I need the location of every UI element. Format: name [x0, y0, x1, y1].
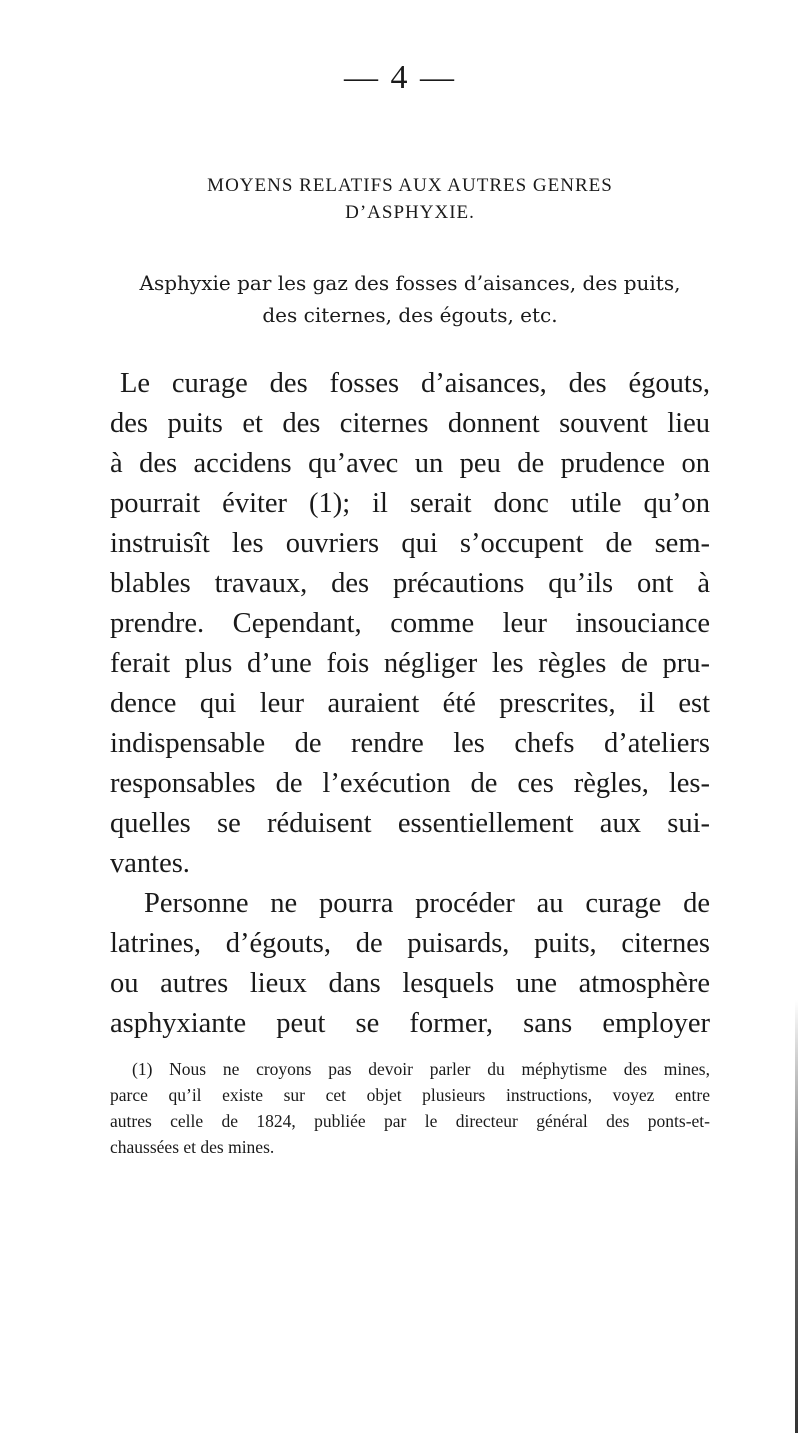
body-line: pourrait éviter (1); il serait donc utile qu’on	[110, 488, 710, 519]
footnote-line: autres celle de 1824, publiée par le directeur général des ponts-et-	[110, 1111, 710, 1131]
body-line: ferait plus d’une fois négliger les règles de pru-	[110, 648, 710, 679]
body-line: instruisît les ouvriers qui s’occupent de sem-	[110, 528, 710, 559]
subheading-line-1: Asphyxie par les gaz des fosses d’aisances, des puits,	[139, 271, 681, 295]
body-line: responsables de l’exécution de ces règles, les-	[110, 768, 710, 799]
body-line: à des accidens qu’avec un peu de prudence on	[110, 448, 710, 479]
body-line: vantes.	[110, 848, 190, 879]
body-line: ou autres lieux dans lesquels une atmosphère	[110, 968, 710, 999]
page-number: — 4 —	[344, 59, 456, 96]
body-line: indispensable de rendre les chefs d’ateliers	[110, 728, 710, 759]
footnote-line: parce qu’il existe sur cet objet plusieurs instructions, voyez entre	[110, 1085, 710, 1105]
body-line: asphyxiante peut se former, sans employer	[110, 1008, 710, 1039]
subheading-line-2: des citernes, des égouts, etc.	[262, 303, 558, 327]
body-line: quelles se réduisent essentiellement aux sui-	[110, 808, 710, 839]
body-line: dence qui leur auraient été prescrites, il est	[110, 688, 710, 719]
body-line: Le curage des fosses d’aisances, des égouts,	[120, 368, 710, 399]
body-line: latrines, d’égouts, de puisards, puits, citernes	[110, 928, 710, 959]
section-heading-line-2: D’ASPHYXIE.	[345, 202, 475, 223]
footnote-line: chaussées et des mines.	[110, 1137, 275, 1157]
page-edge-shadow	[795, 1000, 798, 1433]
body-line: Personne ne pourra procéder au curage de	[144, 888, 710, 919]
body-line: des puits et des citernes donnent souvent lieu	[110, 408, 710, 439]
section-heading-line-1: MOYENS RELATIFS AUX AUTRES GENRES	[207, 175, 613, 196]
footnote-line: (1) Nous ne croyons pas devoir parler du méphytisme des mines,	[132, 1059, 710, 1079]
body-line: blables travaux, des précautions qu’ils ont à	[110, 568, 710, 599]
body-line: prendre. Cependant, comme leur insouciance	[110, 608, 710, 639]
